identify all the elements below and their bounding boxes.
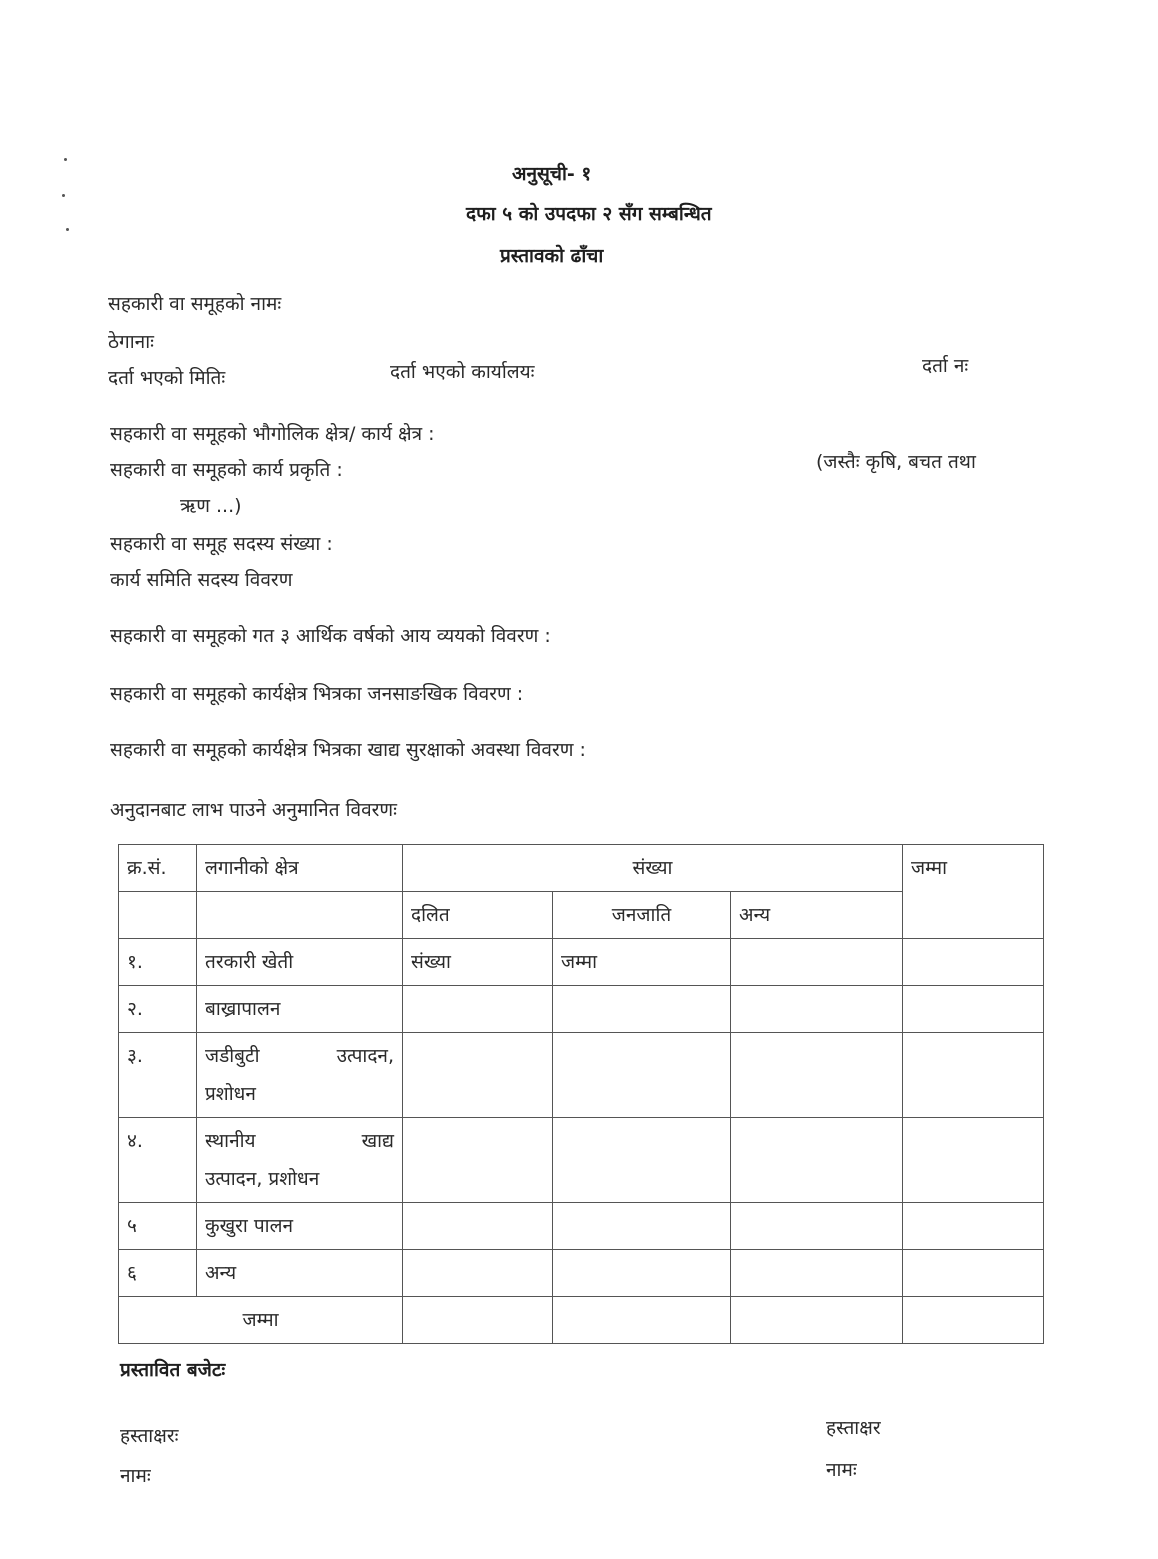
- work-nature-hint-cont: ऋण ...): [180, 495, 242, 517]
- scan-speck: [62, 194, 65, 197]
- member-count-label: सहकारी वा समूह सदस्य संख्या :: [110, 533, 333, 555]
- header-investment-sector: लगानीको क्षेत्र: [197, 845, 403, 892]
- org-name-label: सहकारी वा समूहको नामः: [108, 293, 282, 315]
- row-sector: [197, 1033, 403, 1118]
- row-other: [731, 986, 903, 1033]
- row-dalit: [403, 1250, 553, 1297]
- row-serial: ३.: [119, 1033, 197, 1118]
- row-serial: १.: [119, 939, 197, 986]
- row-dalit: [403, 1118, 553, 1203]
- sector-line: प्रशोधन: [205, 1083, 256, 1105]
- row-total: [903, 986, 1044, 1033]
- committee-details-label: कार्य समिति सदस्य विवरण: [110, 569, 293, 591]
- row-serial: २.: [119, 986, 197, 1033]
- footer-total-label: जम्मा: [119, 1297, 403, 1344]
- row-sector: [197, 1118, 403, 1203]
- sector-word: खाद्य: [361, 1130, 394, 1152]
- header-serial-number: क्र.सं.: [119, 845, 197, 892]
- sector-line: उत्पादन, प्रशोधन: [205, 1168, 320, 1190]
- subheader-janajati: जनजाति: [553, 892, 731, 939]
- row-other: [731, 1203, 903, 1250]
- registration-number-label: दर्ता नः: [922, 355, 969, 377]
- form-title: प्रस्तावको ढाँचा: [500, 245, 604, 267]
- sector-word: उत्पादन,: [336, 1045, 394, 1067]
- table-cell: [403, 1297, 553, 1344]
- row-total: [903, 939, 1044, 986]
- row-serial: ६: [119, 1250, 197, 1297]
- row-serial: ४.: [119, 1118, 197, 1203]
- right-signature-label: हस्ताक्षर: [826, 1417, 881, 1439]
- row-janajati: [553, 986, 731, 1033]
- row-sector: कुखुरा पालन: [197, 1203, 403, 1250]
- row-total: [903, 1033, 1044, 1118]
- table-total-row: [119, 1297, 1044, 1344]
- schedule-title: अनुसूची- १: [512, 163, 592, 185]
- row-serial: ५: [119, 1203, 197, 1250]
- row-total: [903, 1203, 1044, 1250]
- row-dalit: [403, 1033, 553, 1118]
- row-other: [731, 1033, 903, 1118]
- registration-date-label: दर्ता भएको मितिः: [108, 367, 226, 389]
- section-reference: दफा ५ को उपदफा २ सँग सम्बन्धित: [466, 203, 712, 225]
- table-cell: [553, 1297, 731, 1344]
- proposed-budget-label: प्रस्तावित बजेटः: [120, 1359, 226, 1381]
- row-dalit: [403, 1203, 553, 1250]
- scan-speck: [66, 228, 69, 231]
- investment-table: [118, 844, 1044, 1344]
- table-cell: [197, 892, 403, 939]
- food-security-label: सहकारी वा समूहको कार्यक्षेत्र भित्रका खाद्य सुरक्षाको अवस्था विवरण :: [110, 739, 586, 761]
- row-janajati: [553, 1250, 731, 1297]
- row-janajati: [553, 1118, 731, 1203]
- row-sector: तरकारी खेती: [197, 939, 403, 986]
- table-row: [119, 1033, 1044, 1118]
- scan-speck: [64, 158, 67, 161]
- table-cell: [731, 1297, 903, 1344]
- work-nature-label: सहकारी वा समूहको कार्य प्रकृति :: [110, 459, 343, 481]
- table-cell: [119, 892, 197, 939]
- row-total: [903, 1250, 1044, 1297]
- row-janajati: [553, 1033, 731, 1118]
- subheader-dalit: दलित: [403, 892, 553, 939]
- header-count: संख्या: [403, 845, 903, 892]
- row-total: [903, 1118, 1044, 1203]
- row-sector: बाख्रापालन: [197, 986, 403, 1033]
- beneficiary-label: अनुदानबाट लाभ पाउने अनुमानित विवरणः: [110, 799, 397, 821]
- right-name-label: नामः: [826, 1459, 857, 1481]
- header-total: जम्मा: [903, 845, 1044, 939]
- income-expense-label: सहकारी वा समूहको गत ३ आर्थिक वर्षको आय व्ययको विवरण :: [110, 625, 551, 647]
- row-other: [731, 939, 903, 986]
- row-janajati: [553, 1203, 731, 1250]
- table-cell: [903, 1297, 1044, 1344]
- left-name-label: नामः: [120, 1465, 151, 1487]
- demographic-label: सहकारी वा समूहको कार्यक्षेत्र भित्रका जनसाङखिक विवरण :: [110, 683, 524, 705]
- work-nature-hint: (जस्तैः कृषि, बचत तथा: [816, 451, 976, 473]
- subheader-other: अन्य: [731, 892, 903, 939]
- table-row: [119, 986, 1044, 1033]
- registration-office-label: दर्ता भएको कार्यालयः: [390, 361, 535, 383]
- left-signature-label: हस्ताक्षरः: [120, 1425, 179, 1447]
- table-row: [119, 1118, 1044, 1203]
- sector-word: स्थानीय: [205, 1130, 256, 1152]
- row-other: [731, 1118, 903, 1203]
- table-header-row: [119, 845, 1044, 892]
- row-other: [731, 1250, 903, 1297]
- table-row: [119, 939, 1044, 986]
- geographic-area-label: सहकारी वा समूहको भौगोलिक क्षेत्र/ कार्य क्षेत्र :: [110, 423, 435, 445]
- address-label: ठेगानाः: [108, 331, 154, 353]
- table-row: [119, 1250, 1044, 1297]
- table-row: [119, 1203, 1044, 1250]
- sector-word: जडीबुटी: [205, 1045, 260, 1067]
- row-dalit: संख्या: [403, 939, 553, 986]
- row-dalit: [403, 986, 553, 1033]
- row-janajati: जम्मा: [553, 939, 731, 986]
- row-sector: अन्य: [197, 1250, 403, 1297]
